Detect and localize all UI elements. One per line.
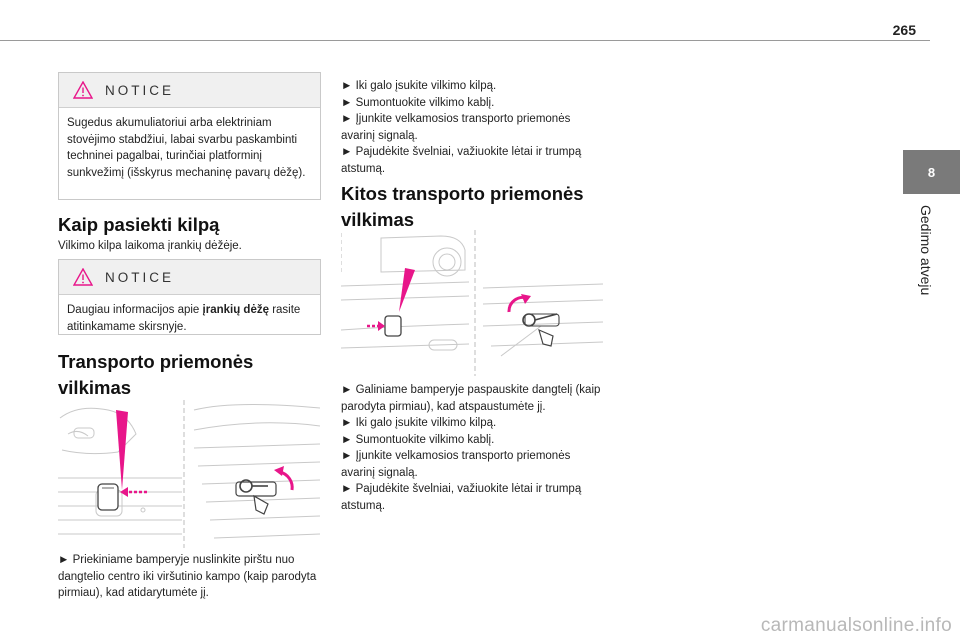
toolbox-link-text: įrankių dėžę xyxy=(202,304,269,316)
rear-steps-list xyxy=(341,382,603,514)
notice-box-battery xyxy=(58,72,321,200)
tow-step: ► Pajudėkite švelniai, važiuokite lėtai ir trumpą atstumą. xyxy=(341,483,582,512)
page-number: 265 xyxy=(892,22,916,38)
tow-step: ► Iki galo įsukite vilkimo kilpą. xyxy=(341,80,497,92)
tow-step: ► Įjunkite velkamosios transporto priemonės avarinį signalą. xyxy=(341,450,571,479)
header-rule xyxy=(0,40,930,41)
notice-text-part: rasite atitinkamame skirsnyje. xyxy=(67,304,301,333)
front-bumper-illustration xyxy=(58,400,320,548)
notice-box-toolbox xyxy=(58,259,321,335)
tow-step: ► Sumontuokite vilkimo kablį. xyxy=(341,96,495,109)
kilpa-text: Vilkimo kilpa laikoma įrankių dėžėje. xyxy=(58,240,242,252)
tow-step: ► Iki galo įsukite vilkimo kilpą. xyxy=(341,417,497,429)
notice-text xyxy=(59,295,320,343)
tow-eye-screw-detail xyxy=(236,466,292,514)
rear-bumper-illustration xyxy=(341,230,603,376)
heading-kitos: Kitos transporto priemonės vilkimas xyxy=(341,183,584,230)
heading-kilpa: Kaip pasiekti kilpą xyxy=(58,214,220,235)
tow-steps-list xyxy=(341,78,603,177)
notice-header xyxy=(59,260,320,295)
heading-transporto: Transporto priemonės vilkimas xyxy=(58,351,254,398)
notice-header xyxy=(59,73,320,108)
front-cover-detail xyxy=(98,484,118,510)
tow-step: ► Sumontuokite vilkimo kablį. xyxy=(341,433,495,446)
chapter-tab: 8 xyxy=(903,150,960,194)
watermark: carmanualsonline.info xyxy=(760,615,952,636)
warning-triangle-icon xyxy=(73,268,93,286)
notice-text: Sugedus akumuliatoriui arba elektriniam stovėjimo stabdžiui, labai svarbu paskambinti techninei pagalbai, turinčiai platforminį sunkvežimį (išskyrus mechaninę pavarų dėžę). xyxy=(67,117,306,179)
notice-title: NOTICE xyxy=(105,82,175,98)
notice-text-part: Daugiau informacijos apie xyxy=(67,304,203,316)
tow-step: ► Galiniame bamperyje paspauskite dangtelį (kaip parodyta pirmiau), kad atspaustumėte jį. xyxy=(341,384,601,413)
rear-cover-detail xyxy=(385,316,401,336)
front-caption: ► Priekiniame bamperyje nuslinkite pirštu nuo dangtelio centro iki viršutinio kampo (kaip parodyta pirmiau), kad atidarytumėte jį. xyxy=(58,554,317,599)
notice-title: NOTICE xyxy=(105,269,175,285)
warning-triangle-icon xyxy=(73,81,93,99)
rear-pointer-arrow xyxy=(399,268,415,312)
tow-step: ► Pajudėkite švelniai, važiuokite lėtai ir trumpą atstumą. xyxy=(341,146,582,175)
section-label: Gedimo atveju xyxy=(918,205,934,296)
tow-step: ► Įjunkite velkamosios transporto priemonės avarinį signalą. xyxy=(341,113,571,142)
